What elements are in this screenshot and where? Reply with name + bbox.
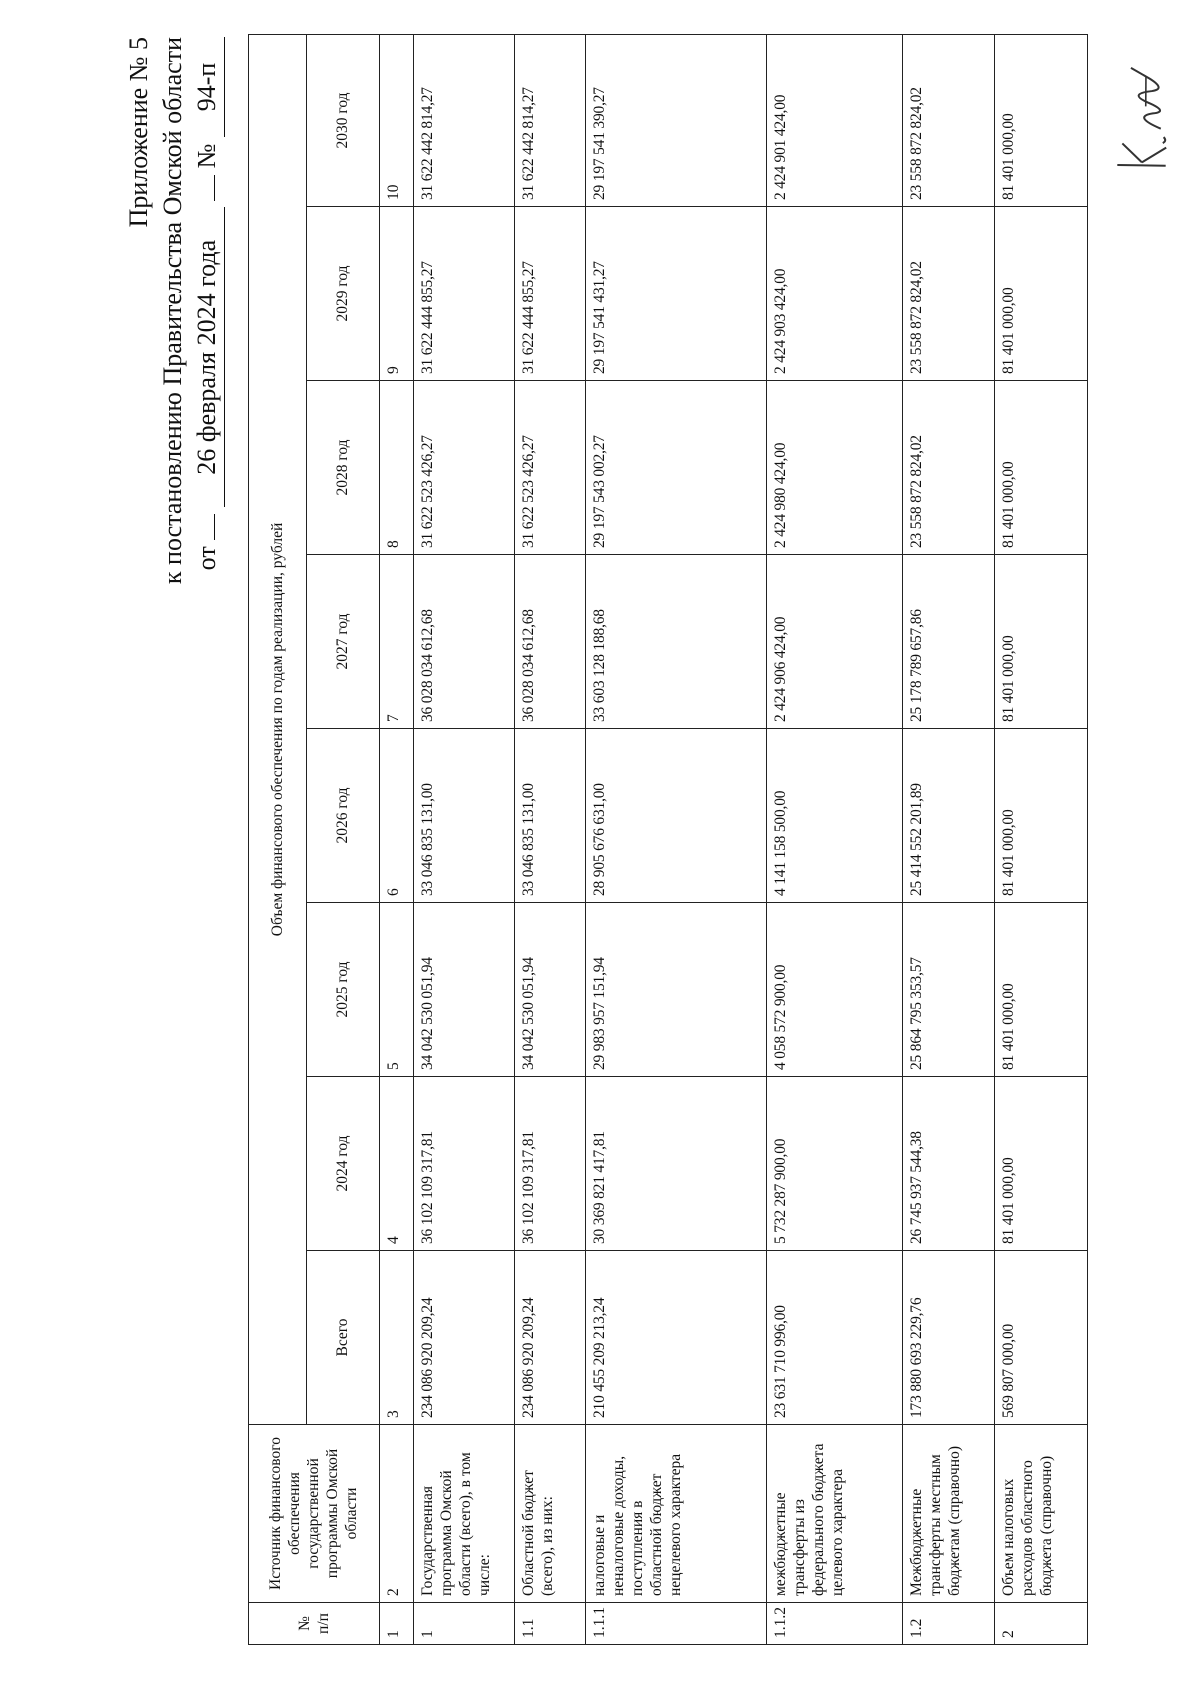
value-cell: 33 603 128 188,68 [586,555,767,729]
value-cell: 2 424 901 424,00 [767,34,902,206]
table-row [586,34,767,1644]
resolution-reference: к постановлению Правительства Омской области [158,37,187,585]
header-year-2025: 2025 год [307,903,379,1077]
column-number-row [379,34,413,1644]
column-number: 4 [379,1077,413,1251]
value-cell: 81 401 000,00 [995,381,1088,555]
value-cell: 81 401 000,00 [995,729,1088,903]
value-cell: 4 058 572 900,00 [767,903,902,1077]
value-cell: 2 424 903 424,00 [767,207,902,381]
number-sign: № [192,143,221,169]
value-cell: 33 046 835 131,00 [414,729,515,903]
financing-table [248,34,1088,1645]
header-financing-volume: Объем финансового обеспечения по годам реализации, рублей [249,34,307,1424]
row-source-name: Объем налоговых расходов областного бюджета (справочно) [995,1425,1088,1603]
header-year-2026: 2026 год [307,729,379,903]
table-row [767,34,902,1644]
table-row [995,34,1088,1644]
row-number: 1.1.1 [586,1603,767,1645]
column-number: 1 [379,1603,413,1645]
row-number: 1.1 [515,1603,586,1645]
column-number: 10 [379,34,413,206]
value-cell: 36 028 034 612,68 [515,555,586,729]
value-cell: 34 042 530 051,94 [515,903,586,1077]
header-year-2027: 2027 год [307,555,379,729]
value-cell: 81 401 000,00 [995,1077,1088,1251]
value-cell: 25 414 552 201,89 [902,729,995,903]
row-number: 2 [995,1603,1088,1645]
header-total: Всего [307,1251,379,1425]
column-number: 2 [379,1425,413,1603]
column-number: 9 [379,207,413,381]
handwritten-signature [1106,43,1193,181]
value-cell: 5 732 287 900,00 [767,1077,902,1251]
table-row [515,34,586,1644]
row-source-name: Государственная программа Омской области (всего), в том числе: [414,1425,515,1603]
value-cell: 30 369 821 417,81 [586,1077,767,1251]
header-year-2028: 2028 год [307,381,379,555]
from-label: от [192,546,221,571]
value-cell: 29 983 957 151,94 [586,903,767,1077]
resolution-date-line [190,37,225,570]
value-cell: 26 745 937 544,38 [902,1077,995,1251]
value-cell: 173 880 693 229,76 [902,1251,995,1425]
value-cell: 29 197 541 390,27 [586,34,767,206]
value-cell: 36 028 034 612,68 [414,555,515,729]
column-number: 3 [379,1251,413,1425]
resolution-date: 26 февраля 2024 года [190,207,225,507]
date-blank-line [214,514,215,540]
value-cell: 34 042 530 051,94 [414,903,515,1077]
value-cell: 33 046 835 131,00 [515,729,586,903]
table-row [414,34,515,1644]
value-cell: 36 102 109 317,81 [515,1077,586,1251]
row-number: 1.2 [902,1603,995,1645]
row-number: 1 [414,1603,515,1645]
value-cell: 81 401 000,00 [995,903,1088,1077]
header-year-2024: 2024 год [307,1077,379,1251]
value-cell: 25 864 795 353,57 [902,903,995,1077]
column-number: 7 [379,555,413,729]
value-cell: 81 401 000,00 [995,555,1088,729]
value-cell: 31 622 523 426,27 [515,381,586,555]
value-cell: 81 401 000,00 [995,207,1088,381]
header-row-number: № п/п [249,1603,380,1645]
value-cell: 210 455 209 213,24 [586,1251,767,1425]
row-source-name: Межбюджетные трансферты местным бюджетам (справочно) [902,1425,995,1603]
gap-line [214,175,215,201]
value-cell: 29 197 543 002,27 [586,381,767,555]
value-cell: 2 424 906 424,00 [767,555,902,729]
value-cell: 23 631 710 996,00 [767,1251,902,1425]
row-source-name: налоговые и неналоговые доходы, поступления в областной бюджет нецелевого характера [586,1425,767,1603]
value-cell: 234 086 920 209,24 [414,1251,515,1425]
value-cell: 23 558 872 824,02 [902,34,995,206]
row-source-name: межбюджетные трансферты из федерального бюджета целевого характера [767,1425,902,1603]
value-cell: 28 905 676 631,00 [586,729,767,903]
value-cell: 81 401 000,00 [995,34,1088,206]
column-number: 6 [379,729,413,903]
value-cell: 569 807 000,00 [995,1251,1088,1425]
value-cell: 25 178 789 657,86 [902,555,995,729]
value-cell: 4 141 158 500,00 [767,729,902,903]
value-cell: 36 102 109 317,81 [414,1077,515,1251]
column-number: 5 [379,903,413,1077]
value-cell: 31 622 442 814,27 [414,34,515,206]
row-source-name: Областной бюджет (всего), из них: [515,1425,586,1603]
value-cell: 31 622 442 814,27 [515,34,586,206]
value-cell: 234 086 920 209,24 [515,1251,586,1425]
document-header [122,37,225,697]
value-cell: 23 558 872 824,02 [902,381,995,555]
value-cell: 31 622 444 855,27 [414,207,515,381]
header-year-2030: 2030 год [307,34,379,206]
row-number: 1.1.2 [767,1603,902,1645]
header-year-2029: 2029 год [307,207,379,381]
value-cell: 31 622 523 426,27 [414,381,515,555]
appendix-title: Приложение № 5 [124,37,153,228]
value-cell: 2 424 980 424,00 [767,381,902,555]
table-row [902,34,995,1644]
header-financing-source: Источник финансового обеспечения государственной программы Омской области [249,1425,380,1603]
resolution-number: 94-п [190,37,225,137]
column-number: 8 [379,381,413,555]
value-cell: 29 197 541 431,27 [586,207,767,381]
value-cell: 23 558 872 824,02 [902,207,995,381]
value-cell: 31 622 444 855,27 [515,207,586,381]
